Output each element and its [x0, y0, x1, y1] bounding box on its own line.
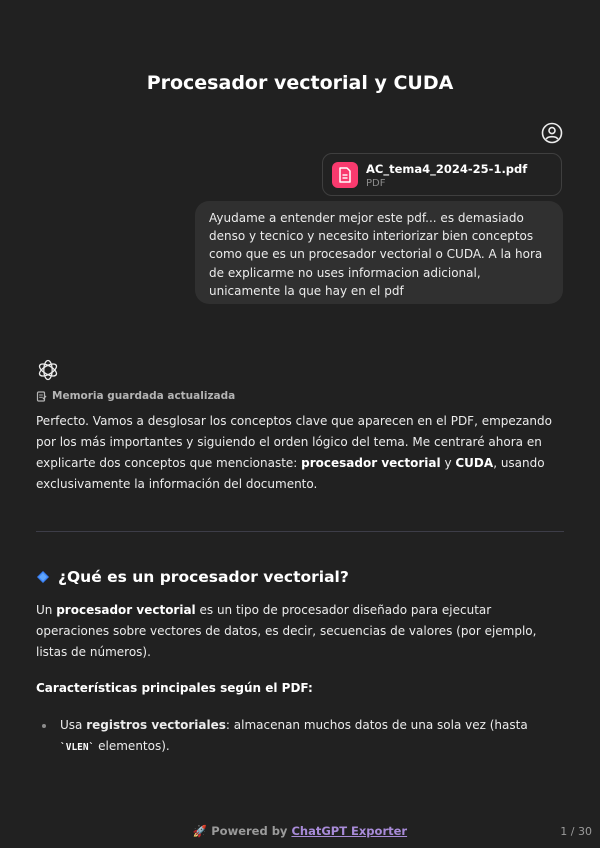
rocket-icon: 🚀	[192, 824, 208, 838]
user-message-line: denso y tecnico y necesito interiorizar bien conceptos	[209, 229, 534, 244]
attachment-name: AC_tema4_2024-25-1.pdf	[366, 162, 528, 176]
powered-by-text: Powered by	[211, 824, 288, 838]
section-heading: ¿Qué es un procesador vectorial?	[36, 568, 349, 586]
user-message-line: de explicarme no uses informacion adicional,	[209, 265, 481, 280]
pdf-file-icon	[332, 162, 358, 188]
attachment-type: PDF	[366, 178, 386, 189]
exporter-link[interactable]: ChatGPT Exporter	[291, 824, 408, 838]
section-divider	[36, 531, 564, 532]
section-paragraph: Un procesador vectorial es un tipo de procesador diseñado para ejecutar operaciones sobre vectores de datos, es decir, secuencias de valores (por ejemplo, listas de números).	[36, 603, 537, 659]
memory-note	[36, 390, 235, 402]
memory-icon	[36, 391, 47, 402]
user-message-line: Ayudame a entender mejor este pdf... es demasiado	[209, 211, 524, 225]
chatgpt-logo-icon	[36, 358, 60, 382]
attachment-card[interactable]	[322, 153, 562, 196]
blue-diamond-icon	[36, 570, 50, 584]
user-message-line: unicamente la que hay en el pdf	[209, 283, 404, 298]
user-message-line: como que es un procesador vectorial o CUDA. A la hora	[209, 247, 543, 262]
user-message-bubble	[195, 201, 563, 304]
list-item: Usa registros vectoriales: almacenan muchos datos de una sola vez (hasta `VLEN` elementos).	[60, 718, 528, 753]
assistant-intro: Perfecto. Vamos a desglosar los conceptos clave que aparecen en el PDF, empezando por los más importantes y siguiendo el orden lógico del tema. Me centraré ahora en explicarte dos conceptos que mencionaste: procesador vectorial y CUDA, usando exclusivamente la información del documento.	[36, 414, 552, 491]
features-subheading: Características principales según el PDF:	[36, 681, 313, 695]
page-title: Procesador vectorial y CUDA	[146, 72, 454, 94]
page-number: 1 / 30	[560, 825, 592, 838]
user-avatar-icon	[541, 122, 563, 144]
memory-note-text: Memoria guardada actualizada	[52, 390, 236, 402]
bullet-dot	[42, 724, 46, 728]
footer	[0, 824, 600, 838]
